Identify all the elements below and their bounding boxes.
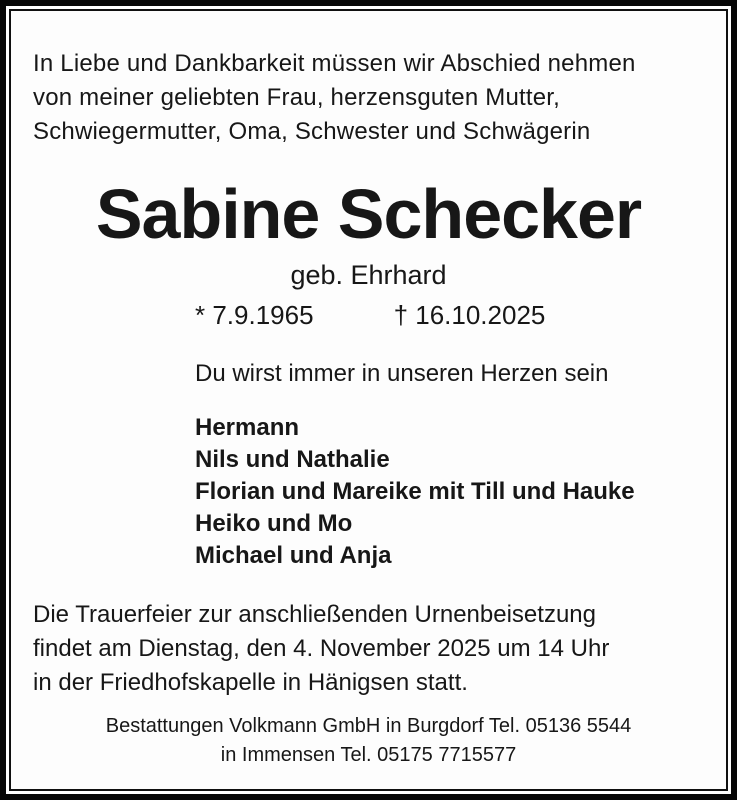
funeral-home-line-1: Bestattungen Volkmann GmbH in Burgdorf Tel. 05136 5544 [105,715,632,737]
mourner-line-4: Heiko und Mo [195,510,353,537]
mourner-line-2: Nils und Nathalie [195,446,390,473]
ceremony-line-3: in der Friedhofskapelle in Hänigsen statt. [33,669,468,696]
life-dates [195,299,704,331]
birth-date: * 7.9.1965 [195,300,314,330]
mourner-line-3: Florian und Mareike mit Till und Hauke [195,478,635,505]
funeral-home-info [33,712,704,770]
mourner-line-1: Hermann [195,414,300,441]
death-date: † 16.10.2025 [393,300,546,330]
intro-text [33,47,704,149]
funeral-home-line-2: in Immensen Tel. 05175 7715577 [220,744,517,766]
deceased-name: Sabine Schecker [95,175,642,253]
memorial-verse: Du wirst immer in unseren Herzen sein [195,360,609,387]
obituary-inner-frame [9,9,728,791]
maiden-name: geb. Ehrhard [290,260,447,290]
intro-line-2: von meiner geliebten Frau, herzensguten Mutter, [33,84,561,111]
mourner-line-5: Michael und Anja [195,542,392,569]
ceremony-line-1: Die Trauerfeier zur anschließenden Urnenbeisetzung [33,601,596,628]
intro-line-1: In Liebe und Dankbarkeit müssen wir Abschied nehmen [33,50,636,77]
mourners-list [195,412,704,572]
ceremony-info [33,598,704,700]
intro-line-3: Schwiegermutter, Oma, Schwester und Schwägerin [33,118,591,145]
ceremony-line-2: findet am Dienstag, den 4. November 2025 um 14 Uhr [33,635,610,662]
